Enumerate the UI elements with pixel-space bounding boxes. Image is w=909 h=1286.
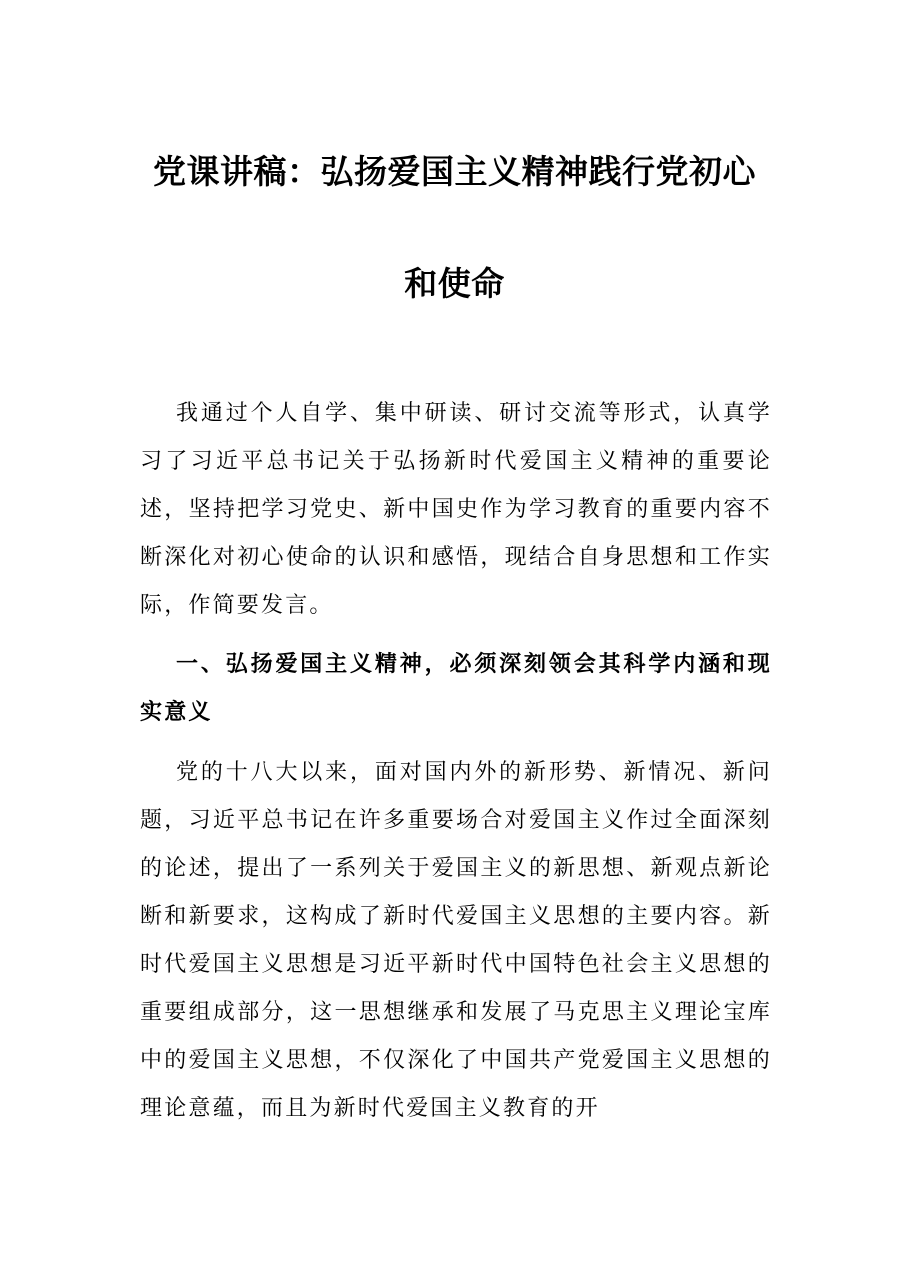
document-title-line1: 党课讲稿：弘扬爱国主义精神践行党初心: [153, 152, 756, 191]
section-1-paragraph: 党的十八大以来，面对国内外的新形势、新情况、新问题，习近平总书记在许多重要场合对爱国主义作过全面深刻的论述，提出了一系列关于爱国主义的新思想、新观点新论断和新要求，这构成了新时代爱国主义思想的主要内容。新时代爱国主义思想是习近平新时代中国特色社会主义思想的重要组成部分，这一思想继承和发展了马克思主义理论宝库中的爱国主义思想，不仅深化了中国共产党爱国主义思想的理论意蕴，而且为新时代爱国主义教育的开: [140, 760, 772, 1121]
document-title-line2: 和使命: [404, 264, 505, 303]
intro-paragraph: 我通过个人自学、集中研读、研讨交流等形式，认真学习了习近平总书记关于弘扬新时代爱国主义精神的重要论述，坚持把学习党史、新中国史作为学习教育的重要内容不断深化对初心使命的认识和感悟，现结合自身思想和工作实际，作简要发言。: [140, 401, 772, 618]
section-heading-1: 一、弘扬爱国主义精神，必须深刻领会其科学内涵和现实意义: [140, 651, 772, 725]
